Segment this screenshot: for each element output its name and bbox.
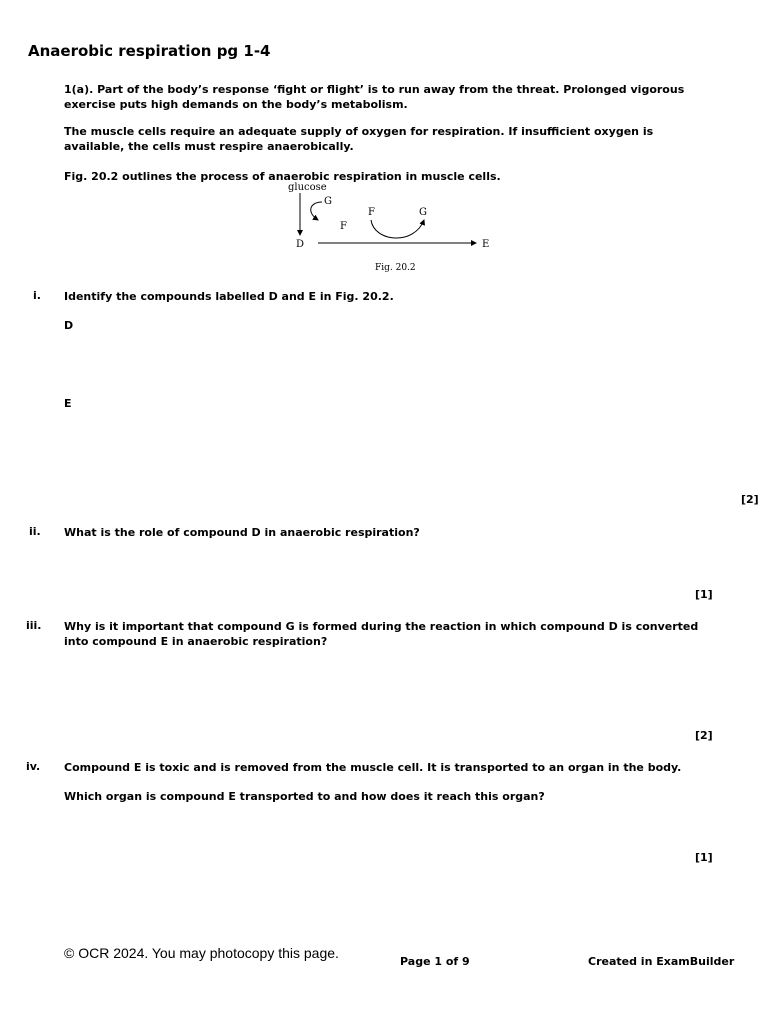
label-f-2: F [368, 207, 375, 218]
intro-paragraph-2: The muscle cells require an adequate supply of oxygen for respiration. If insufficient oxygen is available, the cells must respire anaerobically. [64, 125, 654, 153]
question-iii-text: Why is it important that compound G is formed during the reaction in which compound D is converted into compound E in anaerobic respiration? [64, 620, 699, 648]
label-f-1: F [340, 221, 347, 232]
anaerobic-pathway-diagram [286, 180, 490, 275]
question-i-marks: [2] [741, 493, 759, 506]
label-g-2: G [419, 207, 427, 218]
question-iv-text-2: Which organ is compound E transported to and how does it reach this organ? [64, 790, 545, 803]
curved-arrow-g-to-f [311, 202, 322, 220]
label-e: E [482, 239, 490, 250]
question-ii-text: What is the role of compound D in anaerobic respiration? [64, 526, 420, 539]
answer-label-e: E [64, 397, 72, 410]
question-ii-marks: [1] [695, 588, 713, 601]
label-glucose: glucose [288, 182, 327, 193]
question-i-number: i. [33, 289, 41, 302]
curved-arrow-f-to-g [371, 220, 424, 238]
figure-20-2 [286, 180, 490, 275]
footer-page-number: Page 1 of 9 [400, 955, 470, 968]
question-iv-number: iv. [26, 760, 41, 773]
question-iv-text: Compound E is toxic and is removed from the muscle cell. It is transported to an organ in the body. [64, 761, 682, 774]
question-iv-marks: [1] [695, 851, 713, 864]
question-iii-marks: [2] [695, 729, 713, 742]
intro-paragraph-3: Fig. 20.2 outlines the process of anaerobic respiration in muscle cells. [64, 170, 501, 183]
question-ii-number: ii. [29, 525, 41, 538]
footer-copyright: © OCR 2024. You may photocopy this page. [64, 945, 339, 961]
label-d: D [296, 239, 305, 250]
question-iii-number: iii. [26, 619, 42, 632]
figure-caption: Fig. 20.2 [375, 263, 416, 273]
page-title: Anaerobic respiration pg 1-4 [28, 42, 271, 60]
footer-created-in: Created in ExamBuilder [588, 955, 735, 968]
intro-paragraph-1: 1(a). Part of the body’s response ‘fight or flight’ is to run away from the threat. Prolonged vigorous exercise puts high demands on the body’s metabolism. [64, 83, 685, 111]
question-i-text: Identify the compounds labelled D and E in Fig. 20.2. [64, 290, 394, 303]
label-g-1: G [324, 196, 332, 207]
answer-label-d: D [64, 319, 74, 332]
